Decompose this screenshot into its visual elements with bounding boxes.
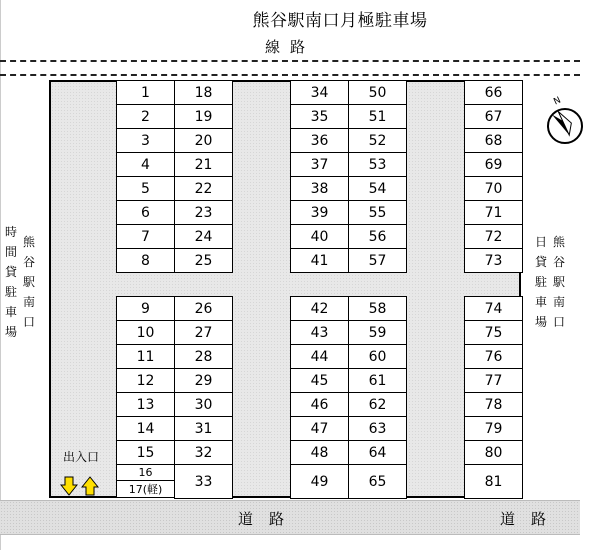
parking-space: 73 — [464, 248, 523, 273]
parking-space: 3 — [116, 128, 175, 153]
page-title: 熊谷駅南口月極駐車場 — [252, 11, 428, 31]
parking-space: 48 — [290, 440, 349, 465]
parking-space: 26 — [174, 296, 233, 321]
parking-space: 72 — [464, 224, 523, 249]
parking-space: 38 — [290, 176, 349, 201]
parking-space: 76 — [464, 344, 523, 369]
road — [0, 500, 580, 535]
parking-space: 80 — [464, 440, 523, 465]
parking-space: 75 — [464, 320, 523, 345]
parking-space: 79 — [464, 416, 523, 441]
parking-space: 66 — [464, 80, 523, 105]
parking-space: 9 — [116, 296, 175, 321]
parking-space: 15 — [116, 440, 175, 465]
parking-space: 30 — [174, 392, 233, 417]
parking-space: 43 — [290, 320, 349, 345]
parking-space: 22 — [174, 176, 233, 201]
parking-space: 29 — [174, 368, 233, 393]
parking-space: 5 — [116, 176, 175, 201]
parking-space: 42 — [290, 296, 349, 321]
parking-space: 40 — [290, 224, 349, 249]
parking-space: 61 — [348, 368, 407, 393]
north-compass-icon — [546, 96, 584, 148]
parking-space: 16 — [116, 464, 175, 481]
parking-space: 45 — [290, 368, 349, 393]
parking-space: 74 — [464, 296, 523, 321]
parking-space: 64 — [348, 440, 407, 465]
entrance-label: 出入口 — [63, 450, 100, 464]
parking-space: 65 — [348, 464, 407, 499]
parking-space: 55 — [348, 200, 407, 225]
parking-space: 51 — [348, 104, 407, 129]
parking-space: 6 — [116, 200, 175, 225]
parking-space: 36 — [290, 128, 349, 153]
parking-space: 14 — [116, 416, 175, 441]
page-left-border — [0, 0, 1, 550]
parking-space: 32 — [174, 440, 233, 465]
parking-space: 7 — [116, 224, 175, 249]
parking-space: 71 — [464, 200, 523, 225]
hourly-parking-label: 時間貸駐車場 — [4, 225, 17, 339]
parking-space: 34 — [290, 80, 349, 105]
parking-space: 49 — [290, 464, 349, 499]
parking-space: 31 — [174, 416, 233, 441]
parking-space: 1 — [116, 80, 175, 105]
parking-space: 62 — [348, 392, 407, 417]
parking-space: 25 — [174, 248, 233, 273]
parking-space: 78 — [464, 392, 523, 417]
kumagaya-south-label-left: 熊谷駅南口 — [22, 235, 35, 329]
parking-space: 70 — [464, 176, 523, 201]
kumagaya-south-label-right: 熊谷駅南口 — [552, 235, 565, 329]
parking-space: 12 — [116, 368, 175, 393]
parking-space: 4 — [116, 152, 175, 177]
parking-space: 57 — [348, 248, 407, 273]
parking-space: 21 — [174, 152, 233, 177]
parking-space: 23 — [174, 200, 233, 225]
parking-space: 47 — [290, 416, 349, 441]
railway-line-top — [0, 60, 580, 62]
parking-space: 69 — [464, 152, 523, 177]
road-label-right: 道路 — [500, 510, 563, 528]
parking-space: 35 — [290, 104, 349, 129]
parking-space: 52 — [348, 128, 407, 153]
arrow-down-icon — [60, 476, 78, 496]
svg-text:N: N — [552, 96, 563, 108]
parking-space: 46 — [290, 392, 349, 417]
parking-space: 56 — [348, 224, 407, 249]
parking-space: 11 — [116, 344, 175, 369]
parking-space: 81 — [464, 464, 523, 499]
parking-space: 37 — [290, 152, 349, 177]
parking-space: 39 — [290, 200, 349, 225]
daily-parking-label: 日貸駐車場 — [534, 235, 547, 329]
parking-space: 18 — [174, 80, 233, 105]
parking-space: 44 — [290, 344, 349, 369]
parking-space: 77 — [464, 368, 523, 393]
arrow-up-icon — [81, 476, 99, 496]
parking-space: 8 — [116, 248, 175, 273]
parking-space: 68 — [464, 128, 523, 153]
parking-space: 58 — [348, 296, 407, 321]
parking-space: 53 — [348, 152, 407, 177]
railway-label: 線路 — [264, 38, 315, 56]
parking-space: 13 — [116, 392, 175, 417]
parking-space: 59 — [348, 320, 407, 345]
parking-space: 50 — [348, 80, 407, 105]
parking-space: 10 — [116, 320, 175, 345]
parking-space: 17(軽) — [116, 480, 175, 498]
parking-space: 60 — [348, 344, 407, 369]
parking-space: 27 — [174, 320, 233, 345]
parking-space: 2 — [116, 104, 175, 129]
parking-space: 41 — [290, 248, 349, 273]
railway-line-bottom — [0, 74, 580, 76]
parking-space: 33 — [174, 464, 233, 499]
parking-space: 20 — [174, 128, 233, 153]
parking-space: 63 — [348, 416, 407, 441]
road-label-center: 道路 — [238, 510, 301, 528]
parking-space: 19 — [174, 104, 233, 129]
parking-space: 28 — [174, 344, 233, 369]
parking-space: 54 — [348, 176, 407, 201]
parking-space: 24 — [174, 224, 233, 249]
parking-space: 67 — [464, 104, 523, 129]
